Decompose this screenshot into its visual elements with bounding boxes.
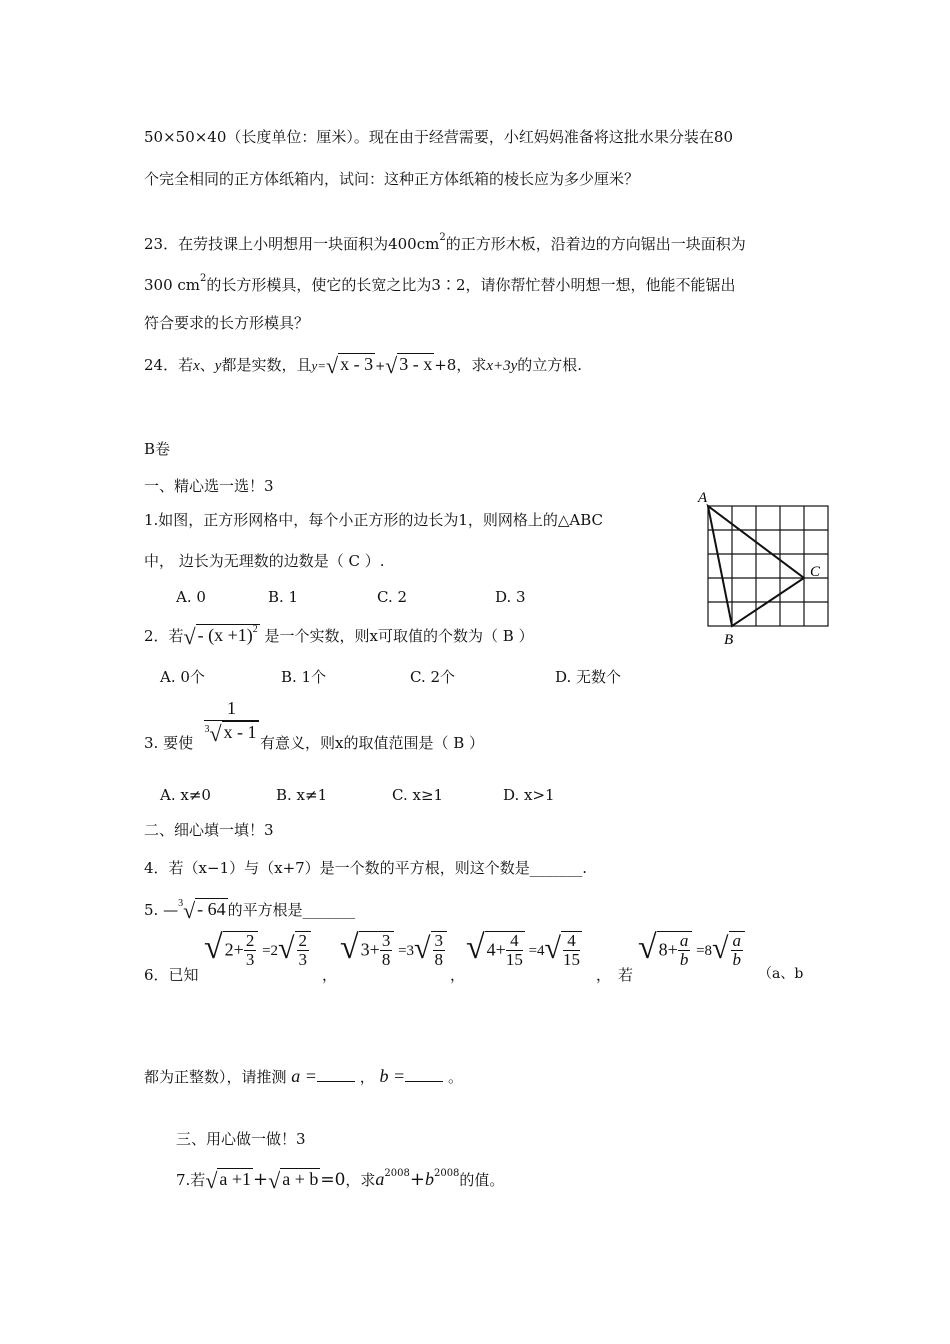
q1-option-a: A. 0: [176, 588, 206, 606]
q4: 4．若（x−1）与（x+7）是一个数的平方根，则这个数是_______.: [144, 859, 587, 877]
q7: 7.若√ a +1 +√ a + b =0，求$a^{2008}+b^{2008}$的值。: [176, 1168, 505, 1193]
q2-option-d: D. 无数个: [555, 668, 622, 686]
q3-option-b: B. x≠1: [276, 786, 328, 804]
q23-line2: 300 $cm^2$的长方形模具，使它的长宽之比为3∶2，请你帮忙替小明想一想，他能不能锯出: [144, 273, 736, 294]
label-b: B: [724, 632, 734, 648]
q6-identity-2: √ 3+ $\frac{3}{8}$ =3√ $\frac{3}{8}$: [340, 928, 447, 970]
q23-line1: 23．在劳技课上小明想用一块面积为$400cm^2$的正方形木板，沿着边的方向锯出一块面积为: [144, 232, 746, 253]
q3-option-d: D. x>1: [503, 786, 555, 804]
q3-option-c: C. x≥1: [392, 786, 444, 804]
q1-option-c: C. 2: [377, 588, 408, 606]
q1-option-d: D. 3: [495, 588, 526, 606]
q2-option-b: B. 1个: [281, 668, 327, 686]
q22-line1: 50×50×40（长度单位：厘米）。现在由于经营需要，小红妈妈准备将这批水果分装在80: [144, 128, 733, 146]
q22-line2: 个完全相同的正方体纸箱内，试问：这种正方体纸箱的棱长应为多少厘米？: [144, 170, 640, 188]
q1-line2: 中， 边长为无理数的边数是（ C ）.: [144, 552, 385, 570]
part2-heading: 二、细心填一填！3: [144, 821, 274, 839]
q1-option-b: B. 1: [268, 588, 299, 606]
section-b-title: B卷: [144, 440, 171, 458]
q3-option-a: A. x≠0: [160, 786, 211, 804]
q6-identity-1: √ 2+ $\frac{2}{3}$ =2√ $\frac{2}{3}$: [204, 928, 311, 970]
q6-identity-3: √ 4+ $\frac{4}{15}$ =4√ $\frac{4}{15}$: [466, 929, 581, 970]
q23-line3: 符合要求的长方形模具？: [144, 314, 310, 332]
q2-option-c: C. 2个: [410, 668, 456, 686]
triangle-grid-figure: [690, 486, 840, 648]
q6: 6．已知 √ 2+ $\frac{2}{3}$ =2√ $\frac{2}{3}$ ， √ 3+ $\frac{3}{8}$ =3√ $\frac{3}{8}$ ， √ 4+ $\frac{4}{15}$ =4√ $\frac{4}{15}$ ， 若 √ 8+ $\frac{a}{b}$ =8√ $\frac{a}{b}$ （a、b: [144, 929, 804, 984]
q2: 2．若√ - $(x +1)^2$ 是一个实数，则x可取值的个数为（ B ）: [144, 624, 534, 649]
label-c: C: [810, 564, 821, 580]
q2-option-a: A. 0个: [160, 668, 205, 686]
label-a: A: [698, 490, 708, 506]
part3-heading: 三、用心做一做！3: [176, 1130, 306, 1148]
q24: 24．若x、y都是实数，且y=√ x - 3 +√ 3 - x +8，求x+3y的立方根.: [144, 353, 583, 378]
q6-line2: 都为正整数），请推测 a = ， b = 。: [144, 1066, 463, 1086]
q6-identity-general: √ 8+ $\frac{a}{b}$ =8√ $\frac{a}{b}$: [638, 928, 745, 970]
q1-line1: 1.如图，正方形网格中，每个小正方形的边长为1，则网格上的△ABC: [144, 511, 604, 529]
part1-heading: 一、精心选一选！3: [144, 477, 274, 495]
q5: 5. —$^3$√ - 64 的平方根是_______: [144, 898, 356, 923]
